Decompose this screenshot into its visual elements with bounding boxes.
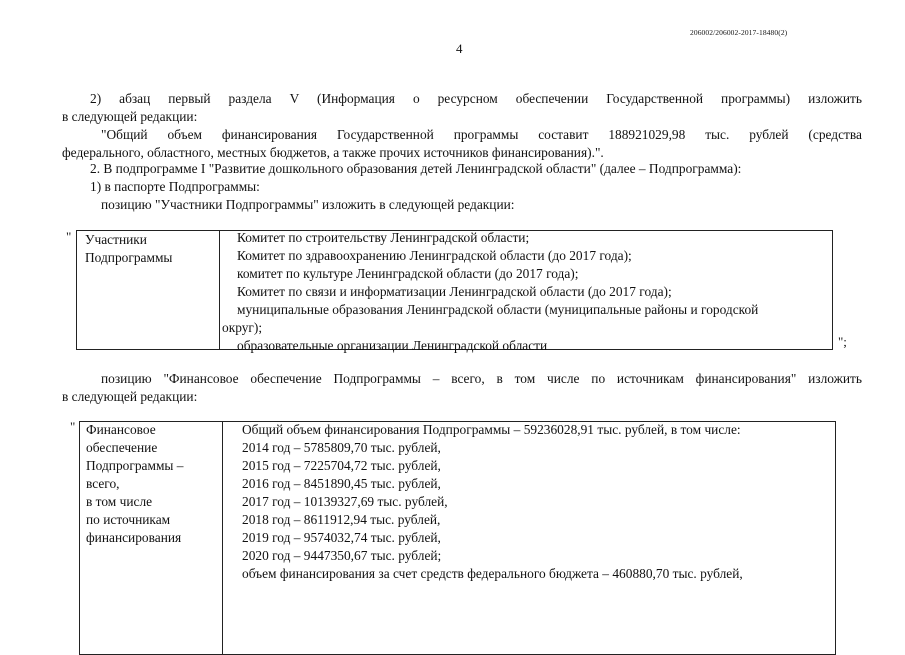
table2-content-line: 2019 год – 9574032,74 тыс. рублей, bbox=[242, 530, 441, 545]
table1-label-line: Участники bbox=[85, 232, 147, 247]
paragraph-4: 1) в паспорте Подпрограммы: bbox=[90, 179, 260, 194]
table1-content-line: комитет по культуре Ленинградской области (до 2017 года); bbox=[237, 266, 579, 281]
table2-content-line: объем финансирования за счет средств федерального бюджета – 460880,70 тыс. рублей, bbox=[242, 566, 743, 581]
table2-content-cell bbox=[242, 421, 743, 583]
table1-label-cell bbox=[85, 231, 172, 267]
paragraph-2-line-1: "Общий объем финансирования Государственной программы составит 188921029,98 тыс. рублей (средства bbox=[101, 127, 862, 142]
table2-content-line: 2016 год – 8451890,45 тыс. рублей, bbox=[242, 476, 441, 491]
table1-content-line: образовательные организации Ленинградской области bbox=[237, 338, 548, 353]
table2-label-line: финансирования bbox=[86, 530, 182, 545]
table1-label-line: Подпрограммы bbox=[85, 250, 173, 265]
paragraph-5: позицию "Участники Подпрограммы" изложить в следующей редакции: bbox=[101, 197, 515, 212]
table2-open-quote: " bbox=[70, 419, 76, 434]
table2-label-cell bbox=[86, 421, 183, 547]
table1-content-line: округ); bbox=[222, 320, 263, 335]
table1-close-quote: "; bbox=[838, 334, 847, 349]
table2-label-line: Финансовое bbox=[86, 422, 156, 437]
paragraph-6-line-2: в следующей редакции: bbox=[62, 389, 198, 404]
table-financing bbox=[79, 421, 836, 655]
table2-content-line: 2020 год – 9447350,67 тыс. рублей; bbox=[242, 548, 442, 563]
table2-content-line: 2014 год – 5785809,70 тыс. рублей, bbox=[242, 440, 441, 455]
table2-content-line: 2018 год – 8611912,94 тыс. рублей, bbox=[242, 512, 441, 527]
table1-content-line: Комитет по связи и информатизации Ленинградской области (до 2017 года); bbox=[237, 284, 672, 299]
paragraph-2-line-2: федерального, областного, местных бюджетов, а также прочих источников финансирования).". bbox=[62, 145, 604, 160]
table1-content-cell bbox=[222, 229, 758, 355]
table2-content-line: Общий объем финансирования Подпрограммы – 59236028,91 тыс. рублей, в том числе: bbox=[242, 422, 741, 437]
paragraph-3: 2. В подпрограмме I "Развитие дошкольного образования детей Ленинградской области" (далее – Подпрограмма): bbox=[90, 161, 742, 176]
table2-column-divider bbox=[222, 422, 223, 654]
table1-content-line: муниципальные образования Ленинградской области (муниципальные районы и городской bbox=[237, 302, 759, 317]
table2-label-line: Подпрограммы – bbox=[86, 458, 184, 473]
document-number: 206002/206002-2017-18480(2) bbox=[690, 28, 788, 37]
paragraph-1-line-2: в следующей редакции: bbox=[62, 109, 198, 124]
table1-open-quote: " bbox=[66, 229, 72, 244]
table2-label-line: по источникам bbox=[86, 512, 171, 527]
table2-label-line: всего, bbox=[86, 476, 120, 491]
paragraph-1-line-1: 2) абзац первый раздела V (Информация о ресурсном обеспечении Государственной программы) изложить bbox=[90, 91, 862, 106]
table1-column-divider bbox=[219, 231, 220, 349]
page-number: 4 bbox=[456, 41, 463, 56]
table2-label-line: в том числе bbox=[86, 494, 153, 509]
table2-content-line: 2015 год – 7225704,72 тыс. рублей, bbox=[242, 458, 441, 473]
table1-content-line: Комитет по строительству Ленинградской области; bbox=[237, 230, 530, 245]
table-participants bbox=[76, 230, 833, 353]
table2-label-line: обеспечение bbox=[86, 440, 158, 455]
paragraph-6-line-1: позицию "Финансовое обеспечение Подпрограммы – всего, в том числе по источникам финансирования" изложить bbox=[101, 371, 862, 386]
table1-content-line: Комитет по здравоохранению Ленинградской области (до 2017 года); bbox=[237, 248, 632, 263]
table2-content-line: 2017 год – 10139327,69 тыс. рублей, bbox=[242, 494, 448, 509]
